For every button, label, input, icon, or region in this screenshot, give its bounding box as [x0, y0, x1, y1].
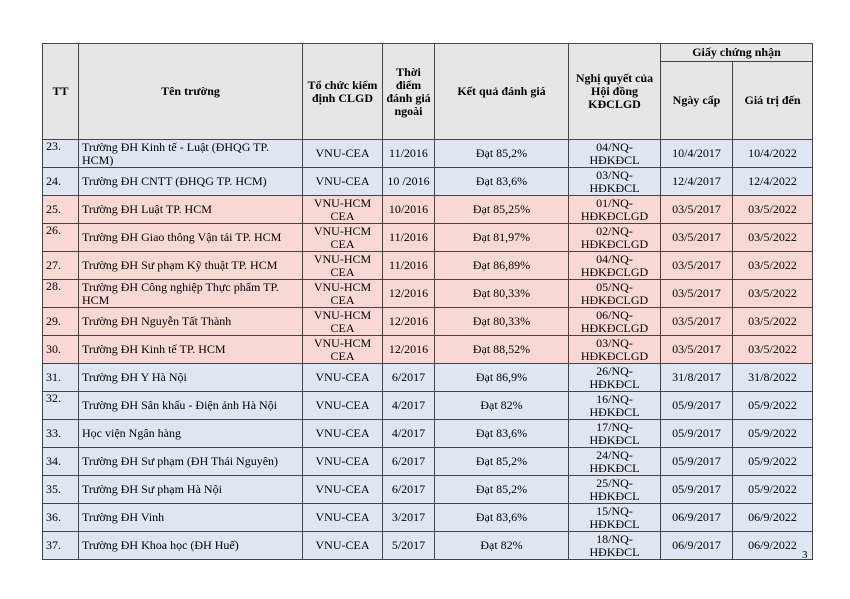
- cell-school: Trường ĐH Vinh: [79, 504, 303, 532]
- table-row: [43, 140, 813, 168]
- header-org: Tổ chức kiểm định CLGD: [303, 44, 383, 140]
- cell-resolution: 02/NQ-HĐKĐCLGD: [569, 224, 661, 252]
- cell-valid-until: 10/4/2022: [733, 140, 813, 168]
- cell-valid-until: 03/5/2022: [733, 224, 813, 252]
- header-school: Tên trường: [79, 44, 303, 140]
- cell-issue-date: 10/4/2017: [661, 140, 733, 168]
- table-row: [43, 280, 813, 308]
- table-row: [43, 448, 813, 476]
- cell-issue-date: 03/5/2017: [661, 280, 733, 308]
- cell-school: Trường ĐH CNTT (ĐHQG TP. HCM): [79, 168, 303, 196]
- cell-result: Đạt 83,6%: [435, 504, 569, 532]
- header-valid-until: Giá trị đến: [733, 62, 813, 140]
- cell-org: VNU-HCM CEA: [303, 196, 383, 224]
- cell-tt: 28.: [43, 280, 79, 308]
- cell-valid-until: 03/5/2022: [733, 336, 813, 364]
- cell-issue-date: 03/5/2017: [661, 196, 733, 224]
- cell-time: 5/2017: [383, 532, 435, 560]
- cell-issue-date: 03/5/2017: [661, 224, 733, 252]
- cell-time: 6/2017: [383, 476, 435, 504]
- cell-school: Trường ĐH Sư phạm Hà Nội: [79, 476, 303, 504]
- table-row: [43, 476, 813, 504]
- cell-time: 4/2017: [383, 392, 435, 420]
- cell-resolution: 03/NQ-HĐKĐCL: [569, 168, 661, 196]
- cell-valid-until: 03/5/2022: [733, 196, 813, 224]
- cell-school: Trường ĐH Giao thông Vận tải TP. HCM: [79, 224, 303, 252]
- cell-result: Đạt 82%: [435, 392, 569, 420]
- cell-issue-date: 03/5/2017: [661, 252, 733, 280]
- cell-tt: 37.: [43, 532, 79, 560]
- cell-school: Trường ĐH Sư phạm Kỹ thuật TP. HCM: [79, 252, 303, 280]
- cell-time: 10 /2016: [383, 168, 435, 196]
- cell-resolution: 24/NQ-HĐKĐCL: [569, 448, 661, 476]
- cell-valid-until: 03/5/2022: [733, 280, 813, 308]
- cell-time: 3/2017: [383, 504, 435, 532]
- cell-school: Trường ĐH Nguyễn Tất Thành: [79, 308, 303, 336]
- table-row: [43, 420, 813, 448]
- cell-result: Đạt 86,89%: [435, 252, 569, 280]
- cell-resolution: 03/NQ-HĐKĐCLGD: [569, 336, 661, 364]
- cell-time: 12/2016: [383, 308, 435, 336]
- cell-result: Đạt 85,25%: [435, 196, 569, 224]
- cell-valid-until: 03/5/2022: [733, 252, 813, 280]
- table-body: [43, 140, 813, 560]
- header-cert-group: Giấy chứng nhận: [661, 44, 813, 62]
- cell-org: VNU-CEA: [303, 168, 383, 196]
- cell-org: VNU-HCM CEA: [303, 308, 383, 336]
- cell-org: VNU-HCM CEA: [303, 336, 383, 364]
- table-row: [43, 252, 813, 280]
- cell-tt: 32.: [43, 392, 79, 420]
- cell-valid-until: 05/9/2022: [733, 476, 813, 504]
- cell-resolution: 15/NQ-HĐKĐCL: [569, 504, 661, 532]
- cell-time: 11/2016: [383, 252, 435, 280]
- cell-issue-date: 05/9/2017: [661, 420, 733, 448]
- cell-issue-date: 05/9/2017: [661, 392, 733, 420]
- cell-tt: 34.: [43, 448, 79, 476]
- cell-tt: 25.: [43, 196, 79, 224]
- cell-issue-date: 05/9/2017: [661, 448, 733, 476]
- cell-resolution: 18/NQ-HĐKĐCL: [569, 532, 661, 560]
- cell-org: VNU-CEA: [303, 504, 383, 532]
- cell-tt: 31.: [43, 364, 79, 392]
- cell-valid-until: 31/8/2022: [733, 364, 813, 392]
- cell-time: 12/2016: [383, 336, 435, 364]
- cell-school: Trường ĐH Y Hà Nội: [79, 364, 303, 392]
- table-row: [43, 532, 813, 560]
- table-row: [43, 196, 813, 224]
- cell-resolution: 01/NQ-HĐKĐCLGD: [569, 196, 661, 224]
- cell-org: VNU-HCM CEA: [303, 280, 383, 308]
- cell-valid-until: 05/9/2022: [733, 420, 813, 448]
- cell-resolution: 04/NQ-HĐKĐCL: [569, 140, 661, 168]
- table-row: [43, 224, 813, 252]
- cell-school: Trường ĐH Kinh tế TP. HCM: [79, 336, 303, 364]
- cell-school: Trường ĐH Kinh tế - Luật (ĐHQG TP. HCM): [79, 140, 303, 168]
- cell-time: 4/2017: [383, 420, 435, 448]
- cell-tt: 33.: [43, 420, 79, 448]
- cell-result: Đạt 80,33%: [435, 308, 569, 336]
- cell-org: VNU-CEA: [303, 532, 383, 560]
- header-resolution: Nghị quyết của Hội đồng KĐCLGD: [569, 44, 661, 140]
- table-row: [43, 336, 813, 364]
- cell-org: VNU-CEA: [303, 448, 383, 476]
- cell-resolution: 17/NQ-HĐKĐCL: [569, 420, 661, 448]
- cell-org: VNU-HCM CEA: [303, 224, 383, 252]
- cell-time: 11/2016: [383, 224, 435, 252]
- cell-time: 6/2017: [383, 448, 435, 476]
- cell-valid-until: 06/9/2022: [733, 532, 813, 560]
- cell-valid-until: 05/9/2022: [733, 392, 813, 420]
- cell-tt: 27.: [43, 252, 79, 280]
- header-tt: TT: [43, 44, 79, 140]
- cell-result: Đạt 86,9%: [435, 364, 569, 392]
- cell-issue-date: 05/9/2017: [661, 476, 733, 504]
- cell-school: Trường ĐH Sân khấu - Điện ảnh Hà Nội: [79, 392, 303, 420]
- cell-tt: 30.: [43, 336, 79, 364]
- cell-result: Đạt 83,6%: [435, 168, 569, 196]
- cell-issue-date: 03/5/2017: [661, 336, 733, 364]
- cell-org: VNU-CEA: [303, 364, 383, 392]
- cell-time: 10/2016: [383, 196, 435, 224]
- cell-school: Trường ĐH Khoa học (ĐH Huế): [79, 532, 303, 560]
- cell-result: Đạt 83,6%: [435, 420, 569, 448]
- cell-result: Đạt 85,2%: [435, 476, 569, 504]
- table-row: [43, 168, 813, 196]
- cell-resolution: 04/NQ-HĐKĐCLGD: [569, 252, 661, 280]
- table-row: [43, 504, 813, 532]
- cell-tt: 36.: [43, 504, 79, 532]
- cell-school: Trường ĐH Sư phạm (ĐH Thái Nguyên): [79, 448, 303, 476]
- cell-org: VNU-CEA: [303, 392, 383, 420]
- cell-issue-date: 06/9/2017: [661, 532, 733, 560]
- cell-issue-date: 03/5/2017: [661, 308, 733, 336]
- cell-valid-until: 03/5/2022: [733, 308, 813, 336]
- cell-issue-date: 12/4/2017: [661, 168, 733, 196]
- cell-org: VNU-CEA: [303, 140, 383, 168]
- cell-resolution: 16/NQ-HĐKĐCL: [569, 392, 661, 420]
- table-row: [43, 308, 813, 336]
- page-number: 3: [802, 549, 808, 561]
- cell-org: VNU-CEA: [303, 476, 383, 504]
- cell-valid-until: 06/9/2022: [733, 504, 813, 532]
- cell-valid-until: 12/4/2022: [733, 168, 813, 196]
- cell-tt: 29.: [43, 308, 79, 336]
- header-result: Kết quả đánh giá: [435, 44, 569, 140]
- header-time: Thời điểm đánh giá ngoài: [383, 44, 435, 140]
- cell-school: Trường ĐH Công nghiệp Thực phẩm TP. HCM: [79, 280, 303, 308]
- cell-result: Đạt 81,97%: [435, 224, 569, 252]
- cell-school: Trường ĐH Luật TP. HCM: [79, 196, 303, 224]
- cell-issue-date: 31/8/2017: [661, 364, 733, 392]
- cell-time: 11/2016: [383, 140, 435, 168]
- cell-result: Đạt 88,52%: [435, 336, 569, 364]
- cell-time: 6/2017: [383, 364, 435, 392]
- cell-resolution: 05/NQ-HĐKĐCLGD: [569, 280, 661, 308]
- cell-valid-until: 05/9/2022: [733, 448, 813, 476]
- cell-result: Đạt 85,2%: [435, 448, 569, 476]
- cell-tt: 24.: [43, 168, 79, 196]
- table-row: [43, 364, 813, 392]
- cell-school: Học viện Ngân hàng: [79, 420, 303, 448]
- cell-resolution: 06/NQ-HĐKĐCLGD: [569, 308, 661, 336]
- header-issue-date: Ngày cấp: [661, 62, 733, 140]
- cell-tt: 35.: [43, 476, 79, 504]
- cell-resolution: 25/NQ-HĐKĐCL: [569, 476, 661, 504]
- cell-tt: 26.: [43, 224, 79, 252]
- cell-result: Đạt 85,2%: [435, 140, 569, 168]
- cell-org: VNU-CEA: [303, 420, 383, 448]
- cell-tt: 23.: [43, 140, 79, 168]
- cell-issue-date: 06/9/2017: [661, 504, 733, 532]
- cell-result: Đạt 80,33%: [435, 280, 569, 308]
- cell-org: VNU-HCM CEA: [303, 252, 383, 280]
- accreditation-table: [42, 43, 813, 560]
- cell-resolution: 26/NQ-HĐKĐCL: [569, 364, 661, 392]
- table-row: [43, 392, 813, 420]
- cell-time: 12/2016: [383, 280, 435, 308]
- cell-result: Đạt 82%: [435, 532, 569, 560]
